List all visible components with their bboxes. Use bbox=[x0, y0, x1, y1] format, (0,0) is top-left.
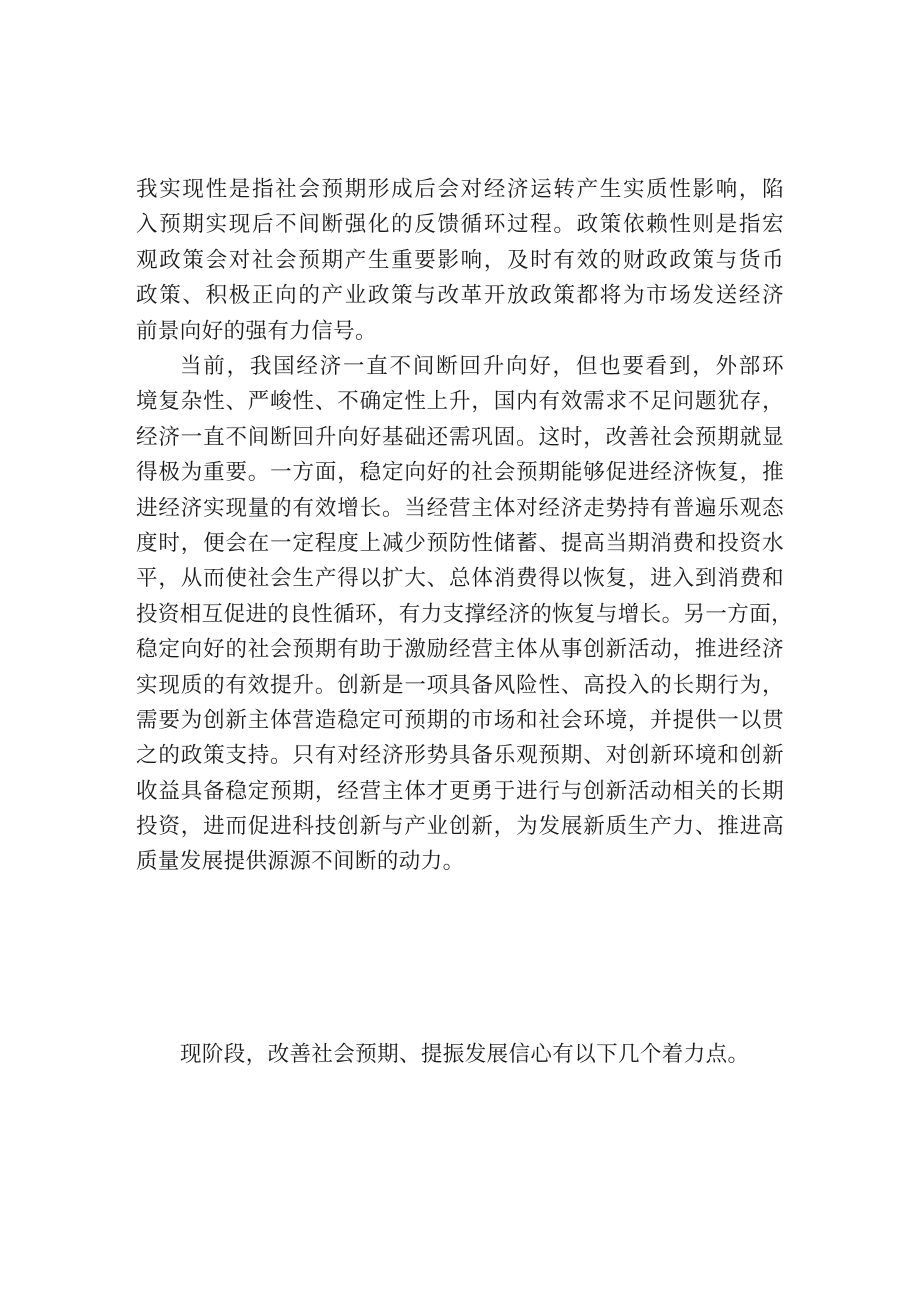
text-line: 当前，我国经济一直不间断回升向好，但也要看到，外部环 bbox=[180, 354, 784, 379]
text-line: 前景向好的强有力信号。 bbox=[136, 318, 377, 344]
text-line: 境复杂性、严峻性、不确定性上升，国内有效需求不足问题犹存， bbox=[136, 389, 784, 415]
text-line: 实现质的有效提升。创新是一项具备风险性、高投入的长期行为， bbox=[136, 672, 784, 698]
paragraph-3 bbox=[136, 1037, 784, 1072]
text-line: 投资，进而促进科技创新与产业创新，为发展新质生产力、推进高 bbox=[136, 814, 784, 840]
paragraph-2 bbox=[136, 349, 794, 880]
text-line: 稳定向好的社会预期有助于激励经营主体从事创新活动，推进经济 bbox=[136, 637, 784, 663]
text-line: 得极为重要。一方面，稳定向好的社会预期能够促进经济恢复，推 bbox=[136, 460, 784, 486]
paragraph-1 bbox=[136, 172, 784, 349]
text-line: 平，从而使社会生产得以扩大、总体消费得以恢复，进入到消费和 bbox=[136, 566, 784, 592]
text-line: 之的政策支持。只有对经济形势具备乐观预期、对创新环境和创新 bbox=[136, 743, 784, 769]
text-line: 质量发展提供源源不间断的动力。 bbox=[136, 849, 465, 875]
text-line: 我实现性是指社会预期形成后会对经济运转产生实质性影响，陷 bbox=[136, 177, 784, 202]
text-line: 入预期实现后不间断强化的反馈循环过程。政策依赖性则是指宏 bbox=[136, 212, 784, 238]
text-line: 收益具备稳定预期，经营主体才更勇于进行与创新活动相关的长期 bbox=[136, 778, 784, 804]
text-line: 度时，便会在一定程度上减少预防性储蓄、提高当期消费和投资水 bbox=[136, 530, 784, 556]
text-line: 需要为创新主体营造稳定可预期的市场和社会环境，并提供一以贯 bbox=[136, 707, 784, 733]
text-line: 现阶段，改善社会预期、提振发展信心有以下几个着力点。 bbox=[180, 1042, 750, 1067]
text-line: 投资相互促进的良性循环，有力支撑经济的恢复与增长。另一方面， bbox=[136, 601, 794, 627]
text-line: 进经济实现量的有效增长。当经营主体对经济走势持有普遍乐观态 bbox=[136, 495, 784, 521]
text-line: 观政策会对社会预期产生重要影响，及时有效的财政政策与货币 bbox=[136, 247, 784, 273]
text-line: 政策、积极正向的产业政策与改革开放政策都将为市场发送经济 bbox=[136, 283, 784, 309]
text-line: 经济一直不间断回升向好基础还需巩固。这时，改善社会预期就显 bbox=[136, 424, 784, 450]
